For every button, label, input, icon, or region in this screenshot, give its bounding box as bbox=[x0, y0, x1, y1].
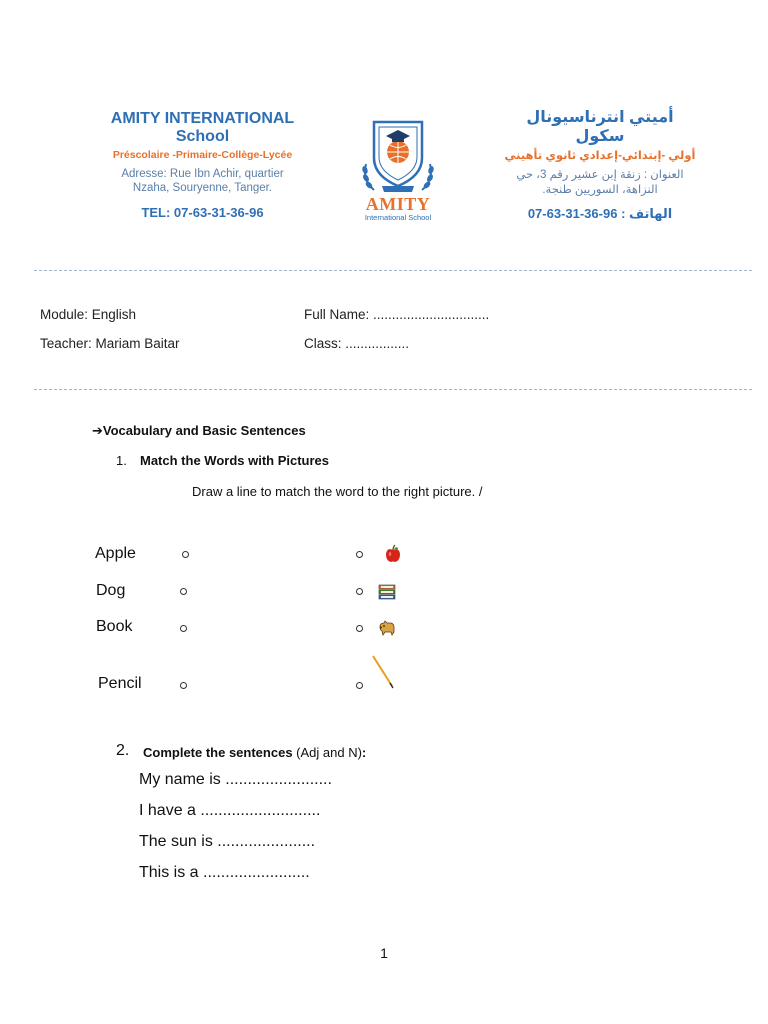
sentence-line[interactable]: My name is ........................ bbox=[139, 771, 332, 788]
module-label: Module: English bbox=[40, 307, 137, 322]
match-word-book: Book bbox=[96, 618, 133, 635]
school-address-ar: العنوان : زنقة إبن عشير رقم 3، حي النزاهة، السوريين طنجة. bbox=[516, 169, 684, 196]
match-dot-left[interactable] bbox=[180, 625, 187, 632]
apple-icon bbox=[383, 544, 403, 564]
school-levels: Préscolaire -Primaire-Collège-Lycée bbox=[112, 149, 293, 161]
logo-wordmark: AMITY bbox=[365, 194, 431, 214]
school-phone-ar: الهاتف : 07-63-31-36-96 bbox=[527, 206, 673, 221]
q2-title-line bbox=[143, 745, 366, 760]
school-phone: TEL: 07-63-31-36-96 bbox=[141, 205, 264, 220]
q2-colon: : bbox=[361, 745, 367, 760]
match-dot-left[interactable] bbox=[180, 588, 187, 595]
separator-top bbox=[34, 270, 752, 271]
q2-title: Complete the sentences bbox=[143, 745, 293, 760]
match-word-pencil: Pencil bbox=[98, 675, 142, 692]
separator-bottom bbox=[34, 389, 752, 390]
logo-subtitle: International School bbox=[364, 213, 432, 222]
q1-instruction: Draw a line to match the word to the right picture. / bbox=[192, 484, 483, 499]
school-levels-ar: أولي -إبتدائي-إعدادي ثانوي تأهيني bbox=[504, 150, 696, 162]
match-dot-right[interactable] bbox=[356, 588, 363, 595]
sentence-line[interactable]: This is a ........................ bbox=[139, 864, 310, 881]
q1-number: 1. bbox=[116, 453, 127, 468]
dog-icon bbox=[377, 618, 397, 638]
match-word-apple: Apple bbox=[95, 545, 136, 562]
match-dot-right[interactable] bbox=[356, 551, 363, 558]
full-name-field: Full Name: ............................... bbox=[304, 307, 490, 322]
match-dot-right[interactable] bbox=[356, 625, 363, 632]
books-icon bbox=[377, 582, 397, 602]
sentence-line[interactable]: I have a ........................... bbox=[139, 802, 321, 819]
class-field: Class: ................. bbox=[304, 336, 410, 351]
match-dot-right[interactable] bbox=[356, 682, 363, 689]
match-dot-left[interactable] bbox=[180, 682, 187, 689]
school-header-ar bbox=[500, 108, 700, 222]
match-dot-left[interactable] bbox=[182, 551, 189, 558]
section-title: ➔Vocabulary and Basic Sentences bbox=[92, 423, 306, 438]
teacher-label: Teacher: Mariam Baitar bbox=[40, 336, 180, 351]
q2-hint: (Adj and N) bbox=[296, 745, 362, 760]
school-name-ar: أميتي انترناسيونال سكول bbox=[526, 109, 674, 145]
page-number: 1 bbox=[380, 945, 388, 961]
q2-number: 2. bbox=[116, 742, 130, 759]
match-word-dog: Dog bbox=[96, 582, 126, 599]
school-address: Adresse: Rue Ibn Achir, quartier Nzaha, Souryenne, Tanger. bbox=[121, 168, 284, 194]
pencil-icon bbox=[370, 654, 396, 690]
sentence-line[interactable]: The sun is ...................... bbox=[139, 833, 316, 850]
school-name: AMITY INTERNATIONAL School bbox=[110, 110, 295, 145]
q1-title: Match the Words with Pictures bbox=[140, 453, 330, 468]
school-header-fr bbox=[100, 110, 305, 220]
